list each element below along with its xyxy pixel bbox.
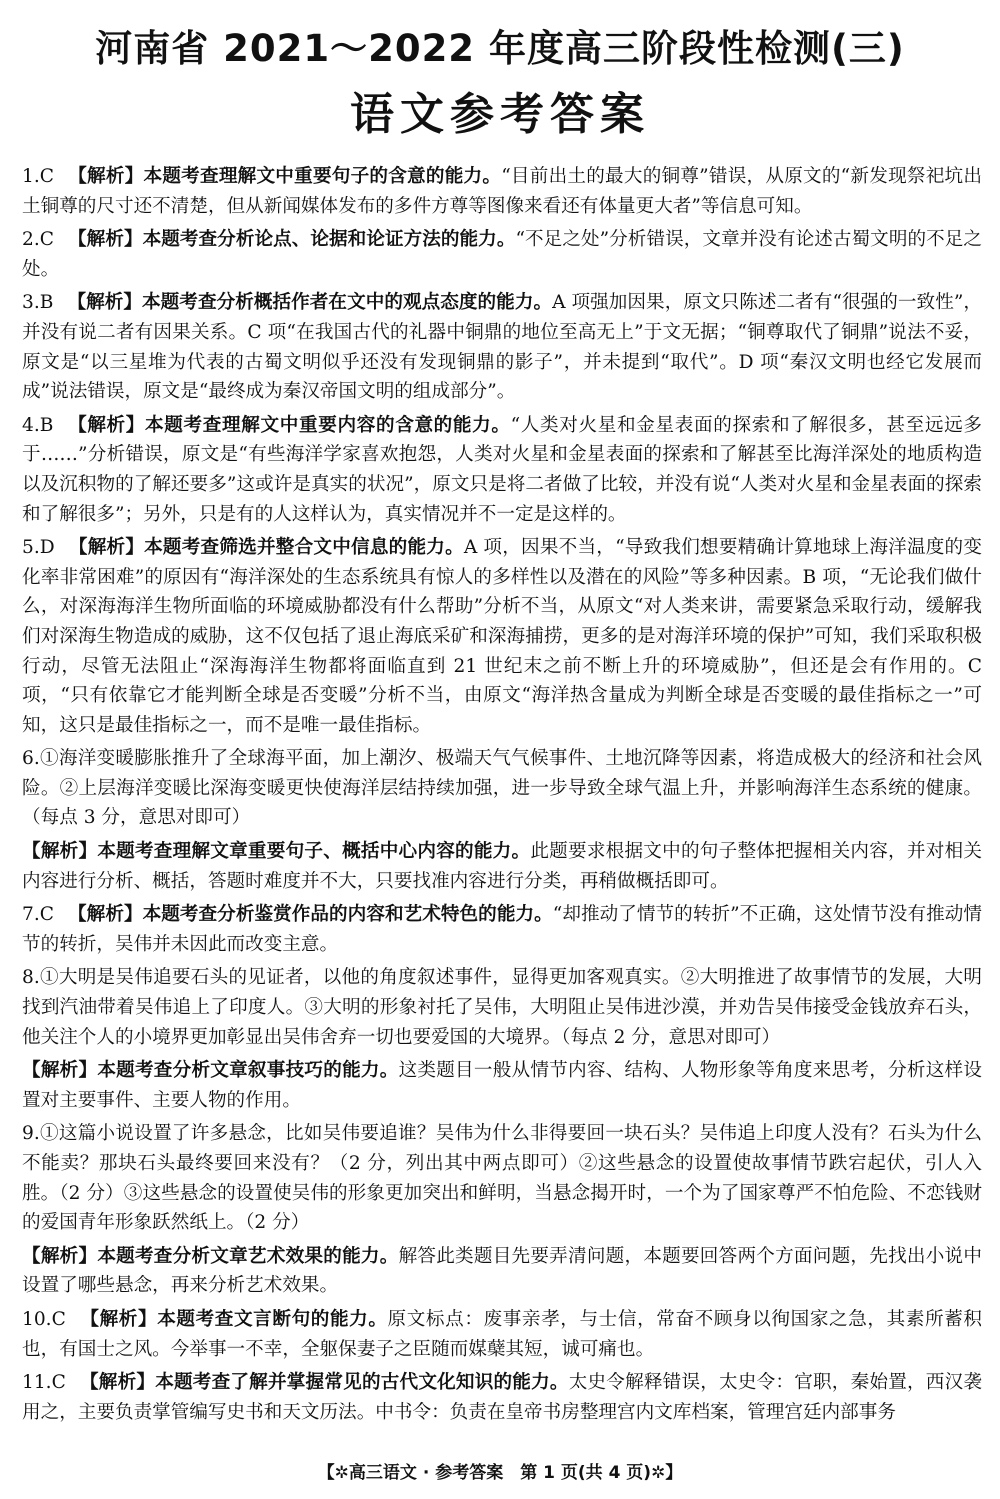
item-body: ①海洋变暖膨胀推升了全球海平面，加上潮汐、极端天气气候事件、土地沉降等因素，将造成极大的经济和社会风险。②上层海洋变暖比深海变暖更快使海洋层结持续加强，进一步导致全球气温上升，并影响海洋生态系统的健康。（每点 3 分，意思对即可） [22,748,982,829]
analysis-lead: 本题考查分析论点、论据和论证方法的能力。 [142,229,516,251]
analysis-tag: 【解析】 [22,841,98,863]
analysis-tag: 【解析】 [67,414,146,436]
analysis-tag: 【解析】 [79,1308,158,1330]
item-body: ①这篇小说设置了许多悬念，比如吴伟要追谁？吴伟为什么非得要回一块石头？吴伟追上印度人没有？石头为什么不能卖？那块石头最终要回来没有？（2 分，列出其中两点即可）②这些悬念的设置使故事情节跌宕起伏，引人入胜。（2 分）③这些悬念的设置使吴伟的形象更加突出和鲜明，当悬念揭开时，一个为了国家尊严不怕危险、不恋钱财的爱国青年形象跃然纸上。（2 分） [22,1123,982,1234]
item-body: 这类题目一般从情节内容、结构、人物形象等角度来思考，分析这样设置对主要事件、主要人物的作用。 [22,1060,982,1111]
item-body: A 项强加因果，原文只陈述二者有“很强的一致性”，并没有说二者有因果关系。C 项“在我国古代的礼器中铜鼎的地位至高无上”于文无据；“铜尊取代了铜鼎”说法不妥，原文是“以三星堆为代表的古蜀文明似乎还没有发现铜鼎的影子”，并未提到“取代”。D 项“秦汉文明也经它发展而成”说法错误，原文是“最终成为秦汉帝国文明的组成部分”。 [22,292,982,403]
item-number: 1. [22,166,40,187]
item-body: “不足之处”分析错误，文章并没有论述古蜀文明的不足之处。 [22,229,982,280]
item-answer: C [39,229,54,251]
document-title: 河南省 2021～2022 年度高三阶段性检测(三) [95,27,905,70]
analysis-lead: 本题考查理解文中重要内容的含意的能力。 [145,414,511,436]
answer-item [22,1305,982,1364]
item-answer: C [39,166,54,187]
item-number: 3. [22,292,40,314]
analysis-lead: 本题考查了解并掌握常见的古代文化知识的能力。 [155,1372,569,1394]
item-number: 10. [22,1308,52,1330]
item-number: 2. [22,229,40,251]
item-answer: C [51,1372,66,1394]
analysis-lead: 本题考查理解文中重要句子的含意的能力。 [143,166,502,187]
item-answer: C [39,904,54,926]
analysis-tag: 【解析】 [67,292,143,314]
answer-item [22,744,982,833]
item-number: 11. [22,1372,52,1394]
answer-list [22,162,982,1427]
item-body: 此题要求根据文中的句子整体把握相关内容，并对相关内容进行分析、概括，答题时难度并不大，只要找准内容进行分类，再稍做概括即可。 [22,841,982,892]
answer-item [22,1368,982,1427]
item-answer: C [51,1308,66,1330]
item-number: 5. [22,537,40,559]
analysis-lead: 本题考查筛选并整合文中信息的能力。 [144,537,464,559]
answer-item [22,162,982,221]
analysis-lead: 本题考查文言断句的能力。 [157,1308,388,1330]
analysis-tag: 【解析】 [67,229,143,251]
analysis-lead: 本题考查分析文章艺术效果的能力。 [97,1245,399,1267]
item-number: 4. [22,414,40,436]
item-number: 7. [22,904,40,926]
analysis-tag: 【解析】 [67,904,143,926]
answer-item [22,1119,982,1237]
item-number: 6. [22,748,40,770]
analysis-lead: 本题考查理解文章重要句子、概括中心内容的能力。 [97,841,531,863]
analysis-lead: 本题考查分析概括作者在文中的观点态度的能力。 [142,292,553,314]
analysis-tag: 【解析】 [22,1245,98,1267]
answer-item [22,837,982,896]
analysis-tag: 【解析】 [22,1060,98,1082]
answer-item [22,900,982,959]
item-number: 9. [22,1123,40,1145]
answer-item [22,1056,982,1115]
answer-item [22,288,982,406]
answer-item [22,533,982,740]
item-body: 解答此类题目先要弄清问题，本题要回答两个方面问题，先找出小说中设置了哪些悬念，再来分析艺术效果。 [22,1245,982,1297]
answer-item [22,1242,982,1301]
analysis-tag: 【解析】 [68,537,145,559]
item-answer: B [39,292,54,314]
answer-item [22,963,982,1052]
item-body: ①大明是吴伟追要石头的见证者，以他的角度叙述事件，显得更加客观真实。②大明推进了故事情节的发展，大明找到汽油带着吴伟追上了印度人。③大明的形象衬托了吴伟，大明阻止吴伟进沙漠，并劝告吴伟接受金钱放弃石头，他关注个人的小境界更加彰显出吴伟舍弃一切也要爱国的大境界。（每点 2 分，意思对即可） [22,967,982,1048]
page-footer: 【✲高三语文 · 参考答案 第 1 页(共 4 页)✲】 [317,1463,683,1483]
analysis-lead: 本题考查分析鉴赏作品的内容和艺术特色的能力。 [142,904,553,926]
answer-item [22,225,982,284]
item-answer: D [39,537,55,559]
answer-item [22,411,982,529]
item-body: A 项，因果不当，“导致我们想要精确计算地球上海洋温度的变化率非常困难”的原因有“海洋深处的生态系统具有惊人的多样性以及潜在的风险”等多种因素。B 项，“无论我们做什么，对深海海洋生物所面临的环境威胁都没有什么帮助”分析不当，从原文“对人类来讲，需要紧急采取行动，缓解我们对深海生物造成的威胁，这不仅包括了退止海底采矿和深海捕捞，更多的是对海洋环境的保护”可知，我们采取积极行动，尽管无法阻止“深海海洋生物都将面临直到 21 世纪末之前不断上升的环境威胁”，但还是会有作用的。C 项，“只有依靠它才能判断全球是否变暖”分析不当，由原文“海洋热含量成为判断全球是否变暖的最佳指标之一”可知，这只是最佳指标之一，而不是唯一最佳指标。 [22,537,982,736]
analysis-lead: 本题考查分析文章叙事技巧的能力。 [97,1060,399,1082]
item-number: 8. [22,967,40,989]
analysis-tag: 【解析】 [67,166,144,187]
item-body: “目前出土的最大的铜尊”错误，从原文的“新发现祭祀坑出土铜尊的尺寸还不清楚，但从新闻媒体发布的多件方尊等图像来看还有体量更大者”等信息可知。 [22,166,982,217]
analysis-tag: 【解析】 [79,1372,156,1394]
item-body: 原文标点：废事亲孝，与士信，常奋不顾身以徇国家之急，其素所蓄积也，有国士之风。今举事一不幸，全躯保妻子之臣随而媒蘖其短，诚可痛也。 [22,1308,982,1360]
item-body: “人类对火星和金星表面的探索和了解很多，甚至远远多于……”分析错误，原文是“有些海洋学家喜欢抱怨，人类对火星和金星表面的探索和了解甚至比海洋深处的地质构造以及沉积物的了解还要多”这或许是真实的状况”，原文只是将二者做了比较，并没有说“人类对火星和金星表面的探索和了解很多”；另外，只是有的人这样认为，真实情况并不一定是这样的。 [22,414,982,525]
item-answer: B [39,414,54,436]
item-body: 太史令解释错误，太史令：官职，秦始置，西汉袭用之，主要负责掌管编写史书和天文历法。中书令：负责在皇帝书房整理宫内文库档案，管理宫廷内部事务 [22,1372,982,1423]
item-body: “却推动了情节的转折”不正确，这处情节没有推动情节的转折，吴伟并未因此而改变主意。 [22,904,982,955]
document-subtitle: 语文参考答案 [350,89,650,140]
